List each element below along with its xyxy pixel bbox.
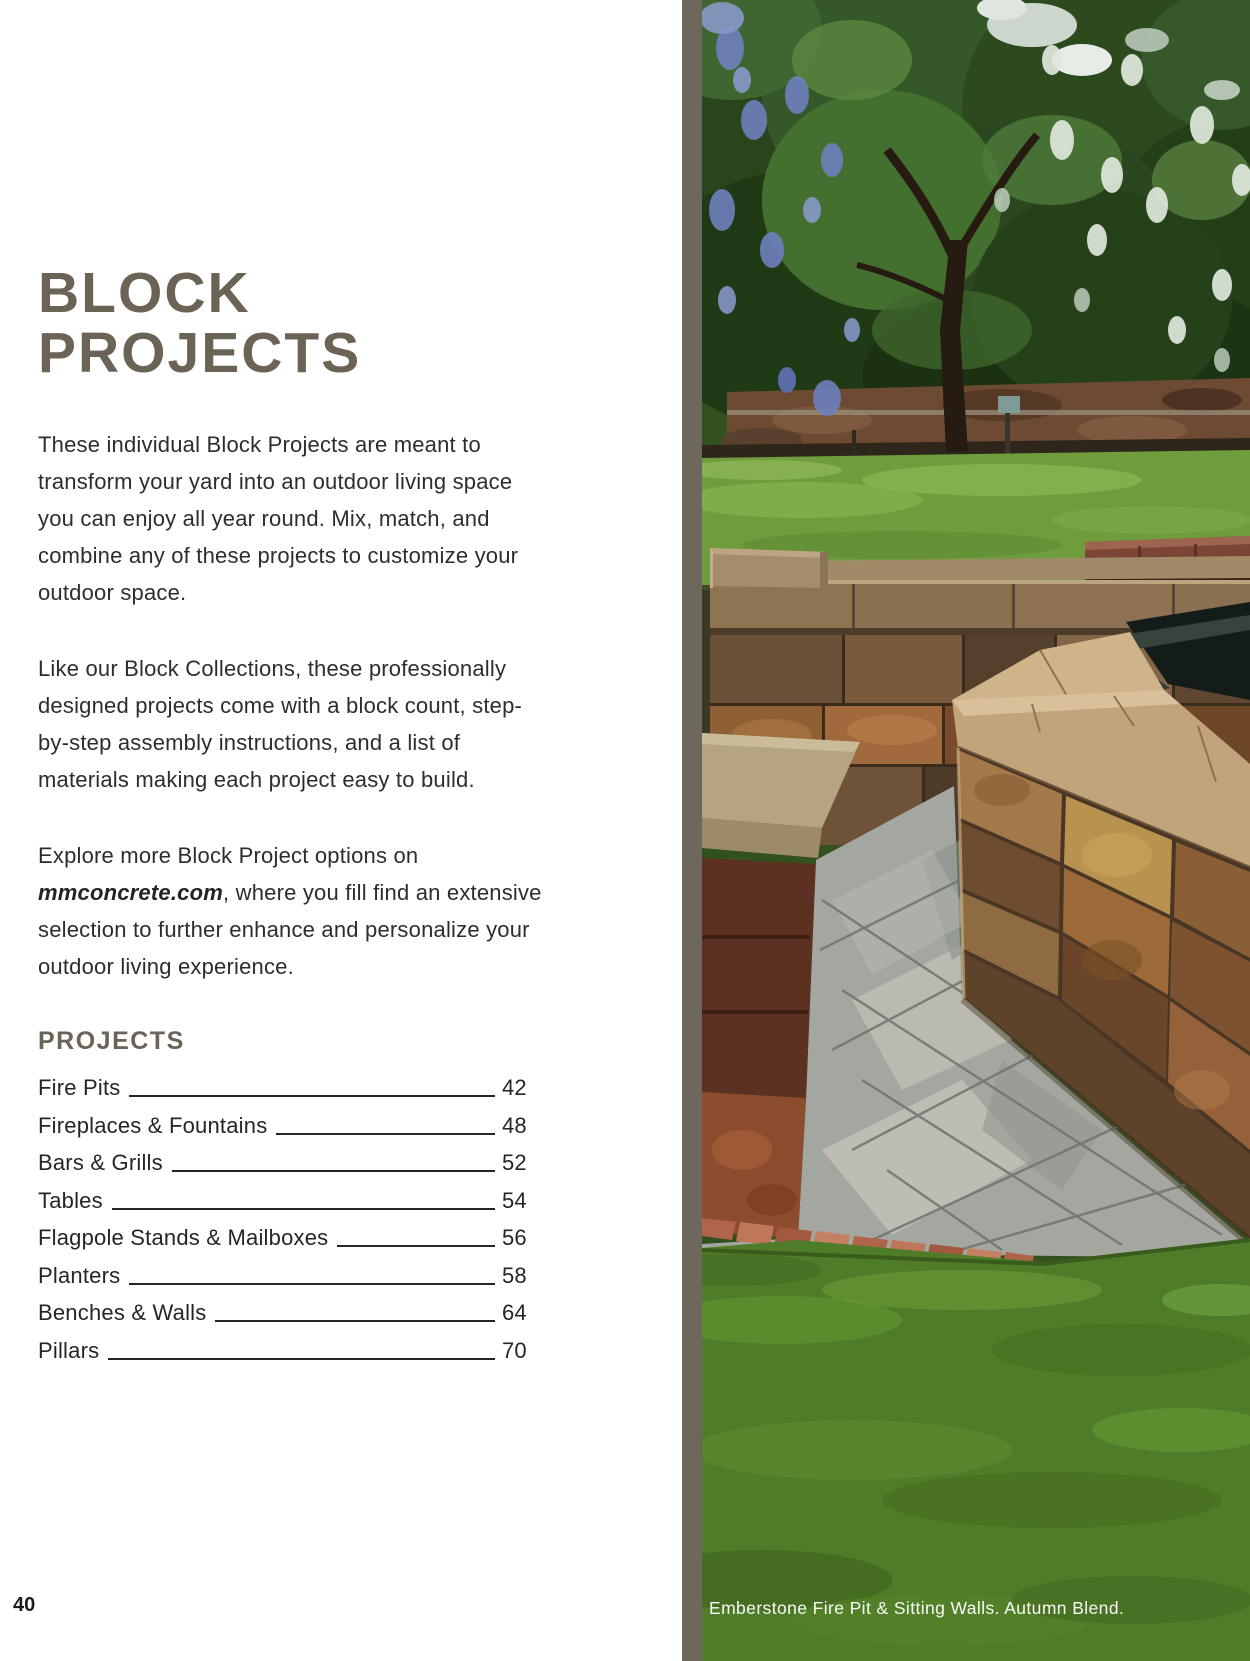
toc-row-bars-grills[interactable] [38,1143,532,1181]
toc-label: Fire Pits [38,1075,121,1101]
toc-label: Fireplaces & Fountains [38,1112,268,1138]
toc-label: Planters [38,1262,121,1288]
projects-toc [38,1068,532,1368]
toc-leader-line [172,1170,495,1172]
toc-leader-line [129,1095,495,1097]
projects-heading: PROJECTS [38,1026,185,1055]
divider-bar [682,0,702,1661]
toc-row-fireplaces-fountains[interactable] [38,1105,532,1143]
toc-row-fire-pits[interactable] [38,1068,532,1106]
explore-paragraph-post: , where you fill find an extensive selection to further enhance and personalize your outdoor living experience. [38,879,542,979]
toc-page-number: 58 [502,1262,527,1288]
explore-paragraph [38,837,543,985]
hero-photo [702,0,1250,1661]
toc-page-number: 42 [502,1075,527,1101]
toc-label: Pillars [38,1337,100,1363]
toc-leader-line [276,1133,495,1135]
toc-label: Benches & Walls [38,1300,207,1326]
toc-page-number: 54 [502,1187,527,1213]
toc-page-number: 52 [502,1150,527,1176]
toc-label: Bars & Grills [38,1150,163,1176]
toc-row-benches-walls[interactable] [38,1293,532,1331]
toc-page-number: 48 [502,1112,527,1138]
toc-leader-line [337,1245,495,1247]
page-title: BLOCK PROJECTS [38,261,362,385]
toc-page-number: 64 [502,1300,527,1326]
photo-caption: Emberstone Fire Pit & Sitting Walls. Autumn Blend. [709,1598,1125,1618]
toc-page-number: 56 [502,1225,527,1251]
mmconcrete-link[interactable]: mmconcrete.com [38,879,223,905]
toc-row-tables[interactable] [38,1180,532,1218]
toc-row-flagpole-mailboxes[interactable] [38,1218,532,1256]
toc-page-number: 70 [502,1337,527,1363]
toc-leader-line [108,1358,495,1360]
toc-label: Tables [38,1187,103,1213]
toc-row-pillars[interactable] [38,1330,532,1368]
explore-paragraph-pre: Explore more Block Project options on [38,842,419,868]
text-column [38,261,543,1368]
collections-paragraph: Like our Block Collections, these professionally designed projects come with a block count, step-by-step assembly instructions, and a list of materials making each project easy to build. [38,655,523,792]
intro-paragraph: These individual Block Projects are meant to transform your yard into an outdoor living space you can enjoy all year round. Mix, match, and combine any of these projects to customize your outdoor space. [38,431,519,605]
toc-leader-line [215,1320,495,1322]
toc-label: Flagpole Stands & Mailboxes [38,1225,329,1251]
toc-leader-line [129,1283,495,1285]
toc-leader-line [112,1208,495,1210]
photo-trees [702,0,1250,490]
page-number: 40 [13,1594,36,1616]
toc-row-planters[interactable] [38,1255,532,1293]
